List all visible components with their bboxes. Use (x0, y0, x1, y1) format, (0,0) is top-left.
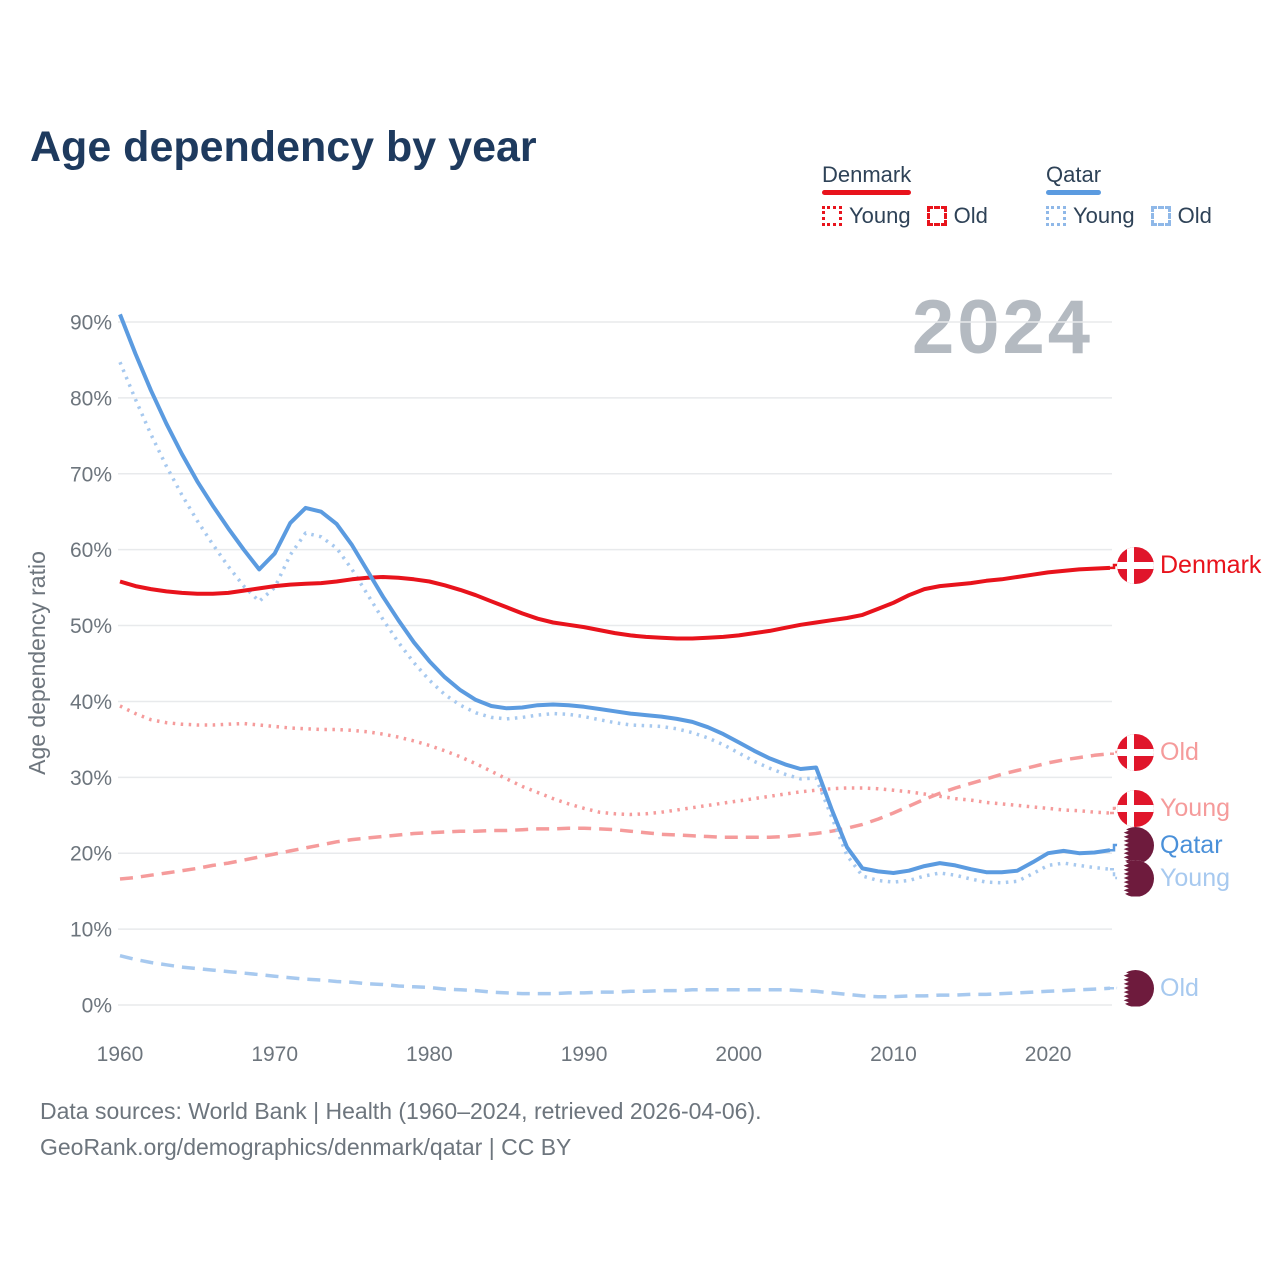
legend-group-denmark (822, 162, 1004, 229)
end-label-denmark-old (1117, 734, 1199, 771)
legend-underline-denmark (822, 190, 911, 195)
footer-data-sources: Data sources: World Bank | Health (1960–2024, retrieved 2026-04-06). (40, 1098, 762, 1124)
y-tick-50: 50% (69, 615, 112, 639)
y-tick-20: 20% (69, 842, 112, 866)
legend-swatch-denmark-old-icon (927, 206, 947, 226)
y-tick-60: 60% (69, 539, 112, 563)
legend-country-qatar: Qatar (1046, 162, 1102, 187)
x-tick-1960: 1960 (96, 1043, 144, 1066)
legend-label-denmark-old: Old (953, 203, 988, 228)
qatar-flag-icon (1117, 970, 1154, 1007)
page-title: Age dependency by year (30, 122, 537, 171)
end-label-text: Qatar (1160, 830, 1223, 859)
legend-label-denmark-young: Young (849, 203, 911, 228)
line-denmark-total (120, 568, 1110, 639)
legend-underline-qatar (1046, 190, 1101, 195)
end-label-text: Denmark (1160, 550, 1262, 579)
legend-swatch-denmark-young-icon (822, 206, 842, 226)
end-label-denmark-young (1117, 790, 1230, 827)
y-axis-title: Age dependency ratio (24, 551, 50, 775)
line-qatar-old (120, 956, 1110, 997)
watermark-year: 2024 (912, 285, 1094, 370)
denmark-flag-icon (1117, 734, 1154, 771)
legend-label-qatar-old: Old (1177, 203, 1212, 228)
line-denmark-old (120, 754, 1110, 879)
x-tick-2020: 2020 (1024, 1043, 1072, 1066)
end-label-qatar-total (1117, 827, 1223, 864)
denmark-flag-icon (1117, 547, 1154, 584)
x-tick-1990: 1990 (560, 1043, 608, 1066)
end-label-qatar-young (1117, 860, 1230, 897)
end-label-text: Old (1160, 973, 1199, 1002)
x-tick-1970: 1970 (251, 1043, 299, 1066)
x-tick-1980: 1980 (406, 1043, 453, 1066)
y-tick-10: 10% (69, 918, 112, 942)
y-tick-40: 40% (69, 690, 112, 714)
line-qatar-young (120, 362, 1110, 883)
end-label-qatar-old (1117, 970, 1199, 1007)
legend-country-denmark: Denmark (822, 162, 912, 187)
y-tick-90: 90% (69, 311, 112, 335)
qatar-flag-icon (1117, 860, 1154, 897)
end-label-denmark-total (1117, 547, 1261, 584)
end-label-text: Young (1160, 793, 1230, 822)
end-label-text: Old (1160, 737, 1199, 766)
x-tick-2010: 2010 (870, 1043, 917, 1066)
denmark-flag-icon (1117, 790, 1154, 827)
end-label-text: Young (1160, 863, 1230, 892)
x-tick-2000: 2000 (715, 1043, 763, 1066)
y-tick-80: 80% (69, 387, 112, 411)
legend-swatch-qatar-young-icon (1046, 206, 1066, 226)
y-tick-0: 0% (81, 994, 112, 1018)
y-tick-70: 70% (69, 463, 112, 487)
line-qatar-total (120, 314, 1110, 873)
qatar-flag-icon (1117, 827, 1154, 864)
legend-label-qatar-young: Young (1073, 203, 1135, 228)
legend-swatch-qatar-old-icon (1151, 206, 1171, 226)
line-denmark-young (120, 706, 1110, 815)
legend-group-qatar (1046, 162, 1228, 229)
y-tick-30: 30% (69, 766, 112, 790)
footer-attribution: GeoRank.org/demographics/denmark/qatar | CC BY (40, 1134, 572, 1160)
